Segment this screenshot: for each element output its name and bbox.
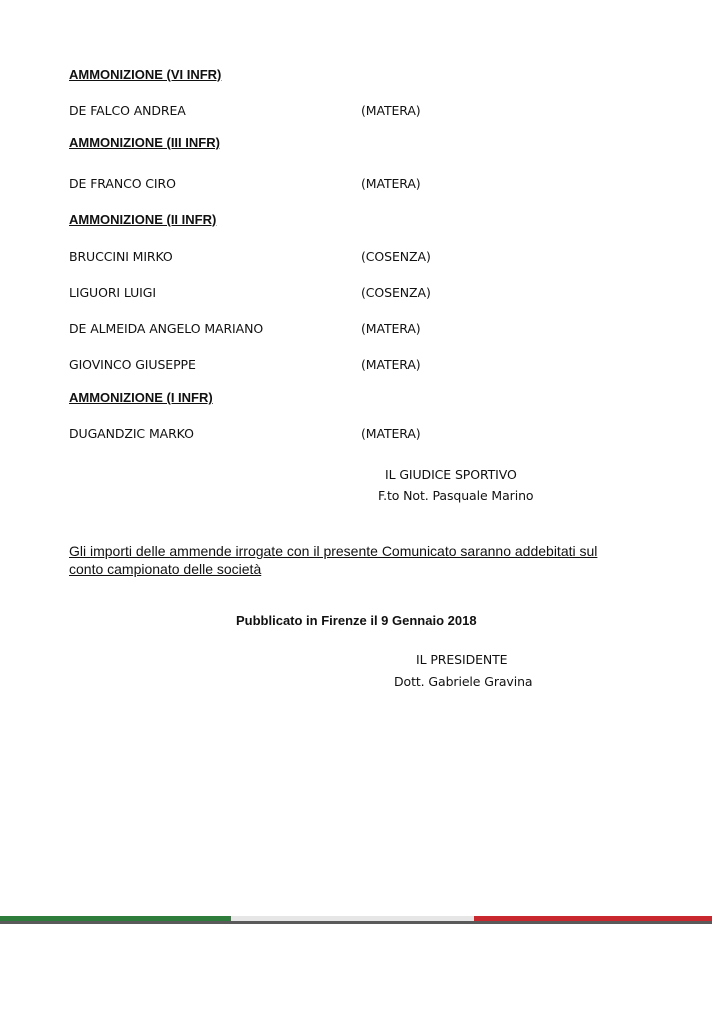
player-name: DE FALCO ANDREA [69, 103, 186, 118]
section-heading: AMMONIZIONE (III INFR) [69, 135, 220, 150]
player-name: GIOVINCO GIUSEPPE [69, 357, 196, 372]
player-club: (MATERA) [361, 426, 421, 441]
player-club: (MATERA) [361, 176, 421, 191]
fines-note: Gli importi delle ammende irrogate con il presente Comunicato saranno addebitati sul conto campionato delle società [69, 543, 598, 577]
player-name: DE FRANCO CIRO [69, 176, 176, 191]
player-name: BRUCCINI MIRKO [69, 249, 173, 264]
footer-rule [0, 921, 712, 924]
judge-title: IL GIUDICE SPORTIVO [385, 467, 517, 482]
player-name: LIGUORI LUIGI [69, 285, 156, 300]
president-title: IL PRESIDENTE [416, 652, 508, 667]
section-heading: AMMONIZIONE (I INFR) [69, 390, 213, 405]
judge-name: F.to Not. Pasquale Marino [378, 488, 534, 503]
section-heading: AMMONIZIONE (VI INFR) [69, 67, 222, 82]
player-club: (MATERA) [361, 321, 421, 336]
player-club: (MATERA) [361, 357, 421, 372]
publication-line: Pubblicato in Firenze il 9 Gennaio 2018 [236, 613, 477, 628]
player-club: (COSENZA) [361, 249, 431, 264]
player-name: DE ALMEIDA ANGELO MARIANO [69, 321, 264, 336]
player-name: DUGANDZIC MARKO [69, 426, 194, 441]
player-club: (MATERA) [361, 103, 421, 118]
player-club: (COSENZA) [361, 285, 431, 300]
section-heading: AMMONIZIONE (II INFR) [69, 212, 217, 227]
president-name: Dott. Gabriele Gravina [394, 674, 533, 689]
